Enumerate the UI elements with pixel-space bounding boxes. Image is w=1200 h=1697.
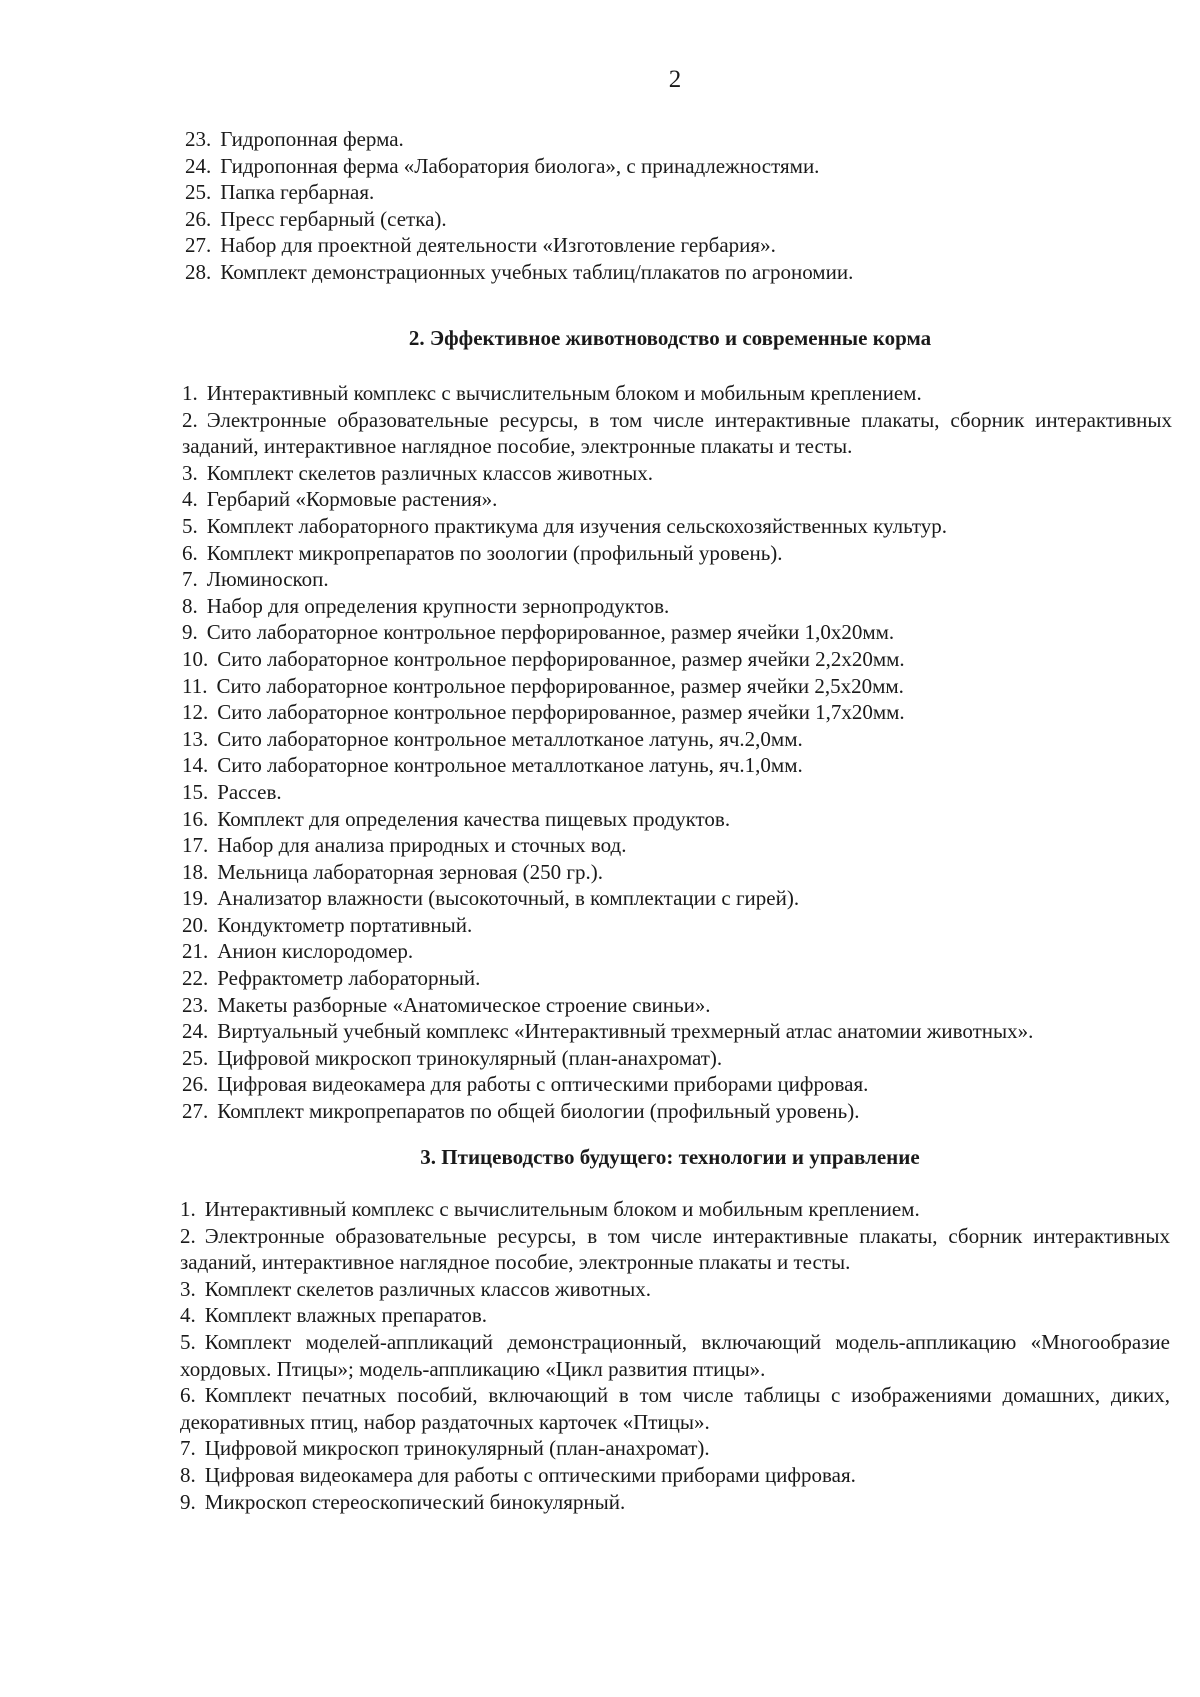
list-item [182, 992, 1172, 1019]
list-item [182, 407, 1172, 460]
list-item [182, 486, 1172, 513]
item-number: 19. [182, 886, 209, 911]
section-3-list [180, 1196, 1170, 1515]
item-text: Цифровая видеокамера для работы с оптическими приборами цифровая. [204, 1462, 856, 1487]
item-number: 6. [180, 1383, 196, 1408]
item-text: Комплект скелетов различных классов животных. [204, 1276, 651, 1301]
list-item [182, 1071, 1172, 1098]
item-text: Комплект моделей-аппликаций демонстрационный, включающий модель-аппликацию «Многообразие хордовых. Птицы»; модель-аппликацию «Цикл развития птицы». [180, 1329, 1170, 1381]
item-number: 27. [182, 1099, 209, 1124]
list-item [182, 699, 1172, 726]
item-text: Интерактивный комплекс с вычислительным блоком и мобильным креплением. [204, 1197, 920, 1221]
item-text: Набор для определения крупности зернопродуктов. [206, 593, 670, 618]
item-text: Цифровой микроскоп тринокулярный (план-анахромат). [204, 1436, 710, 1461]
list-item [182, 540, 1172, 567]
item-number: 15. [182, 779, 209, 804]
list-item [182, 965, 1172, 992]
item-text: Кондуктометр портативный. [217, 912, 473, 937]
item-text: Комплект для определения качества пищевых продуктов. [217, 806, 731, 831]
item-text: Интерактивный комплекс с вычислительным блоком и мобильным креплением. [206, 381, 922, 405]
item-text: Сито лабораторное контрольное металлотканое латунь, яч.2,0мм. [217, 726, 803, 751]
item-text: Микроскоп стереоскопический бинокулярный. [204, 1489, 626, 1514]
list-item [185, 126, 1170, 153]
list-item [182, 646, 1172, 673]
item-number: 7. [180, 1436, 196, 1461]
item-number: 3. [182, 460, 198, 485]
list-item [182, 380, 1172, 407]
list-item [182, 460, 1172, 487]
item-number: 8. [180, 1462, 196, 1487]
list-item [182, 619, 1172, 646]
item-number: 5. [182, 513, 198, 538]
section-heading: 3. Птицеводство будущего: технологии и управление [420, 1145, 920, 1169]
item-number: 8. [182, 593, 198, 618]
item-text: Сито лабораторное контрольное перфорированное, размер ячейки 2,5х20мм. [216, 673, 904, 698]
item-text: Сито лабораторное контрольное металлотканое латунь, яч.1,0мм. [217, 753, 803, 778]
item-number: 26. [182, 1072, 209, 1097]
item-text: Цифровая видеокамера для работы с оптическими приборами цифровая. [217, 1072, 869, 1097]
item-text: Гидропонная ферма. [220, 127, 404, 151]
list-item [180, 1276, 1170, 1303]
item-number: 4. [180, 1303, 196, 1328]
item-text: Электронные образовательные ресурсы, в том числе интерактивные плакаты, сборник интерактивных заданий, интерактивное наглядное пособие, электронные плакаты и тесты. [180, 1223, 1170, 1275]
item-number: 28. [185, 259, 212, 284]
list-item [180, 1462, 1170, 1489]
item-text: Набор для анализа природных и сточных вод. [217, 833, 627, 858]
item-number: 9. [182, 620, 198, 645]
item-text: Люминоскоп. [206, 567, 329, 592]
list-item [185, 153, 1170, 180]
item-number: 2. [182, 407, 198, 432]
item-number: 9. [180, 1489, 196, 1514]
list-item [182, 593, 1172, 620]
item-number: 17. [182, 833, 209, 858]
item-text: Пресс гербарный (сетка). [220, 206, 447, 231]
section-heading: 2. Эффективное животноводство и современные корма [408, 326, 932, 350]
item-text: Рассев. [217, 779, 282, 804]
item-text: Гербарий «Кормовые растения». [206, 487, 498, 512]
item-number: 13. [182, 726, 209, 751]
item-number: 4. [182, 487, 198, 512]
list-item [180, 1382, 1170, 1435]
item-number: 3. [180, 1276, 196, 1301]
list-item [182, 726, 1172, 753]
list-item [182, 1018, 1172, 1045]
item-text: Рефрактометр лабораторный. [217, 966, 481, 991]
item-number: 26. [185, 206, 212, 231]
list-item [182, 832, 1172, 859]
item-text: Комплект микропрепаратов по общей биологии (профильный уровень). [217, 1099, 860, 1124]
list-item [182, 859, 1172, 886]
list-item [182, 513, 1172, 540]
item-number: 2. [180, 1223, 196, 1248]
item-text: Сито лабораторное контрольное перфорированное, размер ячейки 1,7х20мм. [217, 700, 905, 725]
item-number: 11. [182, 673, 208, 698]
list-item [180, 1329, 1170, 1382]
item-number: 20. [182, 912, 209, 937]
item-number: 25. [185, 180, 212, 205]
item-number: 10. [182, 646, 209, 671]
list-item [182, 938, 1172, 965]
list-item [180, 1435, 1170, 1462]
item-text: Анион кислородомер. [217, 939, 414, 964]
item-number: 21. [182, 939, 209, 964]
item-number: 5. [180, 1329, 196, 1354]
list-item [182, 885, 1172, 912]
item-number: 25. [182, 1045, 209, 1070]
item-text: Комплект лабораторного практикума для изучения сельскохозяйственных культур. [206, 513, 948, 538]
page-number: 2 [668, 66, 682, 93]
item-number: 12. [182, 700, 209, 725]
item-number: 6. [182, 540, 198, 565]
list-item [182, 912, 1172, 939]
item-text: Набор для проектной деятельности «Изготовление гербария». [220, 233, 776, 258]
item-text: Сито лабораторное контрольное перфорированное, размер ячейки 1,0х20мм. [206, 620, 895, 645]
list-item [185, 259, 1170, 286]
item-number: 1. [182, 381, 198, 405]
list-item [180, 1302, 1170, 1329]
item-number: 24. [185, 153, 212, 178]
list-item [185, 206, 1170, 233]
item-text: Комплект влажных препаратов. [204, 1303, 487, 1328]
item-text: Мельница лабораторная зерновая (250 гр.). [217, 859, 604, 884]
item-number: 1. [180, 1197, 196, 1221]
item-number: 27. [185, 233, 212, 258]
item-text: Комплект микропрепаратов по зоологии (профильный уровень). [206, 540, 783, 565]
list-item [182, 673, 1172, 700]
list-item [180, 1223, 1170, 1276]
item-text: Электронные образовательные ресурсы, в том числе интерактивные плакаты, сборник интерактивных заданий, интерактивное наглядное пособие, электронные плакаты и тесты. [182, 407, 1172, 459]
item-text: Комплект печатных пособий, включающий в том числе таблицы с изображениями домашних, диких, декоративных птиц, набор раздаточных карточек «Птицы». [180, 1383, 1170, 1434]
item-text: Цифровой микроскоп тринокулярный (план-анахромат). [217, 1045, 723, 1070]
item-text: Анализатор влажности (высокоточный, в комплектации с гирей). [217, 886, 800, 911]
item-number: 7. [182, 567, 198, 592]
list-item [180, 1489, 1170, 1516]
item-number: 23. [182, 992, 209, 1017]
item-number: 14. [182, 753, 209, 778]
list-item [182, 752, 1172, 779]
list-item [182, 1045, 1172, 1072]
item-number: 23. [185, 127, 212, 151]
list-item [185, 179, 1170, 206]
continued-list [185, 126, 1170, 286]
item-number: 16. [182, 806, 209, 831]
list-item [182, 1098, 1172, 1125]
item-text: Гидропонная ферма «Лаборатория биолога», с принадлежностями. [220, 153, 820, 178]
item-text: Виртуальный учебный комплекс «Интерактивный трехмерный атлас анатомии животных». [217, 1019, 1034, 1044]
section-2-list [182, 380, 1172, 1125]
list-item [180, 1196, 1170, 1223]
item-text: Макеты разборные «Анатомическое строение свиньи». [217, 992, 711, 1017]
item-number: 18. [182, 859, 209, 884]
item-text: Комплект демонстрационных учебных таблиц/плакатов по агрономии. [220, 259, 854, 284]
item-text: Сито лабораторное контрольное перфорированное, размер ячейки 2,2х20мм. [217, 646, 905, 671]
item-text: Комплект скелетов различных классов животных. [206, 460, 653, 485]
list-item [185, 232, 1170, 259]
item-number: 22. [182, 966, 209, 991]
list-item [182, 806, 1172, 833]
list-item [182, 779, 1172, 806]
item-text: Папка гербарная. [220, 180, 375, 205]
item-number: 24. [182, 1019, 209, 1044]
list-item [182, 566, 1172, 593]
